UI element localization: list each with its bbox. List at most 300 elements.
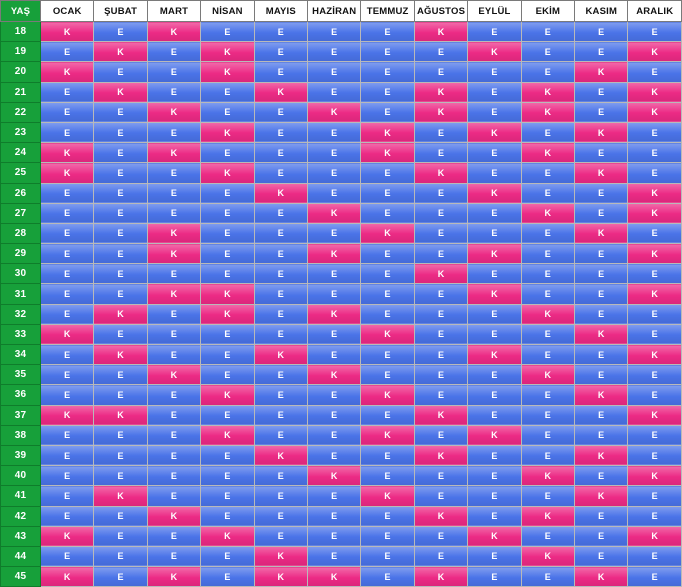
gender-cell: K xyxy=(94,304,147,324)
gender-cell: E xyxy=(468,62,521,82)
table-row xyxy=(1,304,682,324)
gender-cell: K xyxy=(628,466,682,486)
gender-cell: K xyxy=(147,223,200,243)
gender-cell: E xyxy=(521,425,574,445)
gender-cell: K xyxy=(575,385,628,405)
table-row xyxy=(1,102,682,122)
gender-cell: E xyxy=(468,304,521,324)
gender-cell: E xyxy=(254,102,307,122)
gender-cell: E xyxy=(41,365,94,385)
gender-cell: K xyxy=(575,163,628,183)
table-row xyxy=(1,163,682,183)
gender-cell: K xyxy=(414,102,467,122)
gender-cell: E xyxy=(41,183,94,203)
gender-cell: K xyxy=(147,567,200,587)
column-header-month: MART xyxy=(147,1,200,22)
gender-cell: E xyxy=(414,203,467,223)
gender-cell: E xyxy=(628,163,682,183)
gender-cell: K xyxy=(628,244,682,264)
table-row xyxy=(1,22,682,42)
gender-cell: E xyxy=(521,163,574,183)
gender-cell: K xyxy=(468,526,521,546)
gender-cell: E xyxy=(41,345,94,365)
gender-cell: E xyxy=(147,486,200,506)
gender-cell: K xyxy=(41,324,94,344)
gender-cell: E xyxy=(414,385,467,405)
gender-cell: K xyxy=(147,365,200,385)
gender-cell: K xyxy=(41,22,94,42)
gender-cell: E xyxy=(575,425,628,445)
table-row xyxy=(1,466,682,486)
gender-cell: E xyxy=(201,203,254,223)
gender-cell: E xyxy=(94,264,147,284)
gender-cell: E xyxy=(308,42,361,62)
gender-cell: E xyxy=(41,385,94,405)
column-header-month: MAYIS xyxy=(254,1,307,22)
gender-cell: E xyxy=(308,122,361,142)
gender-cell: K xyxy=(414,163,467,183)
gender-cell: K xyxy=(628,405,682,425)
gender-cell: K xyxy=(575,122,628,142)
gender-cell: E xyxy=(521,405,574,425)
age-cell: 34 xyxy=(1,345,41,365)
table-row xyxy=(1,223,682,243)
gender-cell: E xyxy=(254,244,307,264)
gender-cell: K xyxy=(308,567,361,587)
gender-cell: E xyxy=(254,143,307,163)
gender-cell: E xyxy=(201,244,254,264)
gender-cell: K xyxy=(201,284,254,304)
gender-cell: E xyxy=(147,62,200,82)
gender-cell: E xyxy=(94,324,147,344)
age-cell: 22 xyxy=(1,102,41,122)
gender-cell: E xyxy=(254,324,307,344)
age-cell: 45 xyxy=(1,567,41,587)
gender-cell: E xyxy=(628,62,682,82)
column-header-month: OCAK xyxy=(41,1,94,22)
age-cell: 41 xyxy=(1,486,41,506)
gender-cell: E xyxy=(414,486,467,506)
age-cell: 26 xyxy=(1,183,41,203)
gender-cell: E xyxy=(521,122,574,142)
gender-cell: K xyxy=(147,22,200,42)
gender-cell: K xyxy=(254,546,307,566)
gender-cell: E xyxy=(201,466,254,486)
gender-cell: E xyxy=(414,546,467,566)
gender-cell: E xyxy=(201,102,254,122)
gender-cell: K xyxy=(628,284,682,304)
column-header-month: HAZİRAN xyxy=(308,1,361,22)
gender-cell: E xyxy=(361,506,414,526)
gender-cell: K xyxy=(308,365,361,385)
gender-cell: K xyxy=(468,183,521,203)
gender-cell: E xyxy=(361,183,414,203)
age-cell: 31 xyxy=(1,284,41,304)
age-cell: 43 xyxy=(1,526,41,546)
gender-cell: E xyxy=(308,506,361,526)
table-row xyxy=(1,122,682,142)
gender-cell: E xyxy=(521,324,574,344)
gender-cell: E xyxy=(521,486,574,506)
gender-cell: K xyxy=(94,486,147,506)
gender-cell: E xyxy=(147,82,200,102)
gender-cell: K xyxy=(414,82,467,102)
gender-cell: E xyxy=(468,486,521,506)
age-cell: 23 xyxy=(1,122,41,142)
column-header-month: KASIM xyxy=(575,1,628,22)
age-cell: 39 xyxy=(1,445,41,465)
gender-cell: E xyxy=(147,183,200,203)
gender-cell: K xyxy=(254,345,307,365)
gender-cell: E xyxy=(575,466,628,486)
gender-cell: K xyxy=(308,304,361,324)
age-cell: 29 xyxy=(1,244,41,264)
gender-cell: E xyxy=(575,102,628,122)
gender-cell: K xyxy=(414,405,467,425)
gender-cell: E xyxy=(94,506,147,526)
gender-cell: E xyxy=(468,22,521,42)
gender-cell: E xyxy=(41,203,94,223)
gender-cell: E xyxy=(94,365,147,385)
gender-cell: E xyxy=(361,264,414,284)
gender-cell: E xyxy=(521,62,574,82)
gender-cell: E xyxy=(308,345,361,365)
gender-cell: E xyxy=(361,62,414,82)
gender-cell: E xyxy=(147,264,200,284)
table-row xyxy=(1,345,682,365)
gender-cell: K xyxy=(361,122,414,142)
gender-cell: E xyxy=(254,405,307,425)
gender-cell: E xyxy=(308,445,361,465)
gender-cell: E xyxy=(361,567,414,587)
gender-cell: E xyxy=(521,284,574,304)
gender-cell: E xyxy=(361,82,414,102)
gender-cell: E xyxy=(628,425,682,445)
gender-cell: K xyxy=(308,466,361,486)
gender-cell: E xyxy=(94,466,147,486)
gender-cell: K xyxy=(201,62,254,82)
gender-cell: E xyxy=(41,244,94,264)
gender-cell: K xyxy=(308,203,361,223)
gender-cell: E xyxy=(201,324,254,344)
gender-cell: E xyxy=(361,345,414,365)
gender-cell: E xyxy=(94,183,147,203)
gender-cell: E xyxy=(575,82,628,102)
gender-cell: K xyxy=(575,324,628,344)
gender-cell: E xyxy=(468,203,521,223)
table-row xyxy=(1,546,682,566)
gender-cell: K xyxy=(414,567,467,587)
gender-cell: E xyxy=(94,567,147,587)
gender-cell: K xyxy=(414,264,467,284)
gender-cell: E xyxy=(521,244,574,264)
gender-cell: E xyxy=(147,526,200,546)
gender-cell: E xyxy=(628,143,682,163)
age-cell: 21 xyxy=(1,82,41,102)
gender-cell: E xyxy=(254,385,307,405)
gender-cell: K xyxy=(575,223,628,243)
gender-cell: E xyxy=(414,365,467,385)
gender-cell: E xyxy=(521,183,574,203)
gender-cell: E xyxy=(521,264,574,284)
gender-cell: K xyxy=(147,506,200,526)
gender-cell: E xyxy=(41,304,94,324)
gender-cell: E xyxy=(94,22,147,42)
gender-cell: E xyxy=(414,223,467,243)
gender-cell: K xyxy=(41,143,94,163)
gender-cell: E xyxy=(201,143,254,163)
gender-cell: E xyxy=(308,264,361,284)
table-row xyxy=(1,284,682,304)
gender-cell: E xyxy=(254,223,307,243)
gender-cell: E xyxy=(41,425,94,445)
gender-cell: E xyxy=(201,365,254,385)
gender-cell: E xyxy=(468,264,521,284)
gender-cell: E xyxy=(414,345,467,365)
gender-cell: E xyxy=(254,163,307,183)
gender-cell: E xyxy=(41,506,94,526)
gender-cell: E xyxy=(308,546,361,566)
gender-cell: E xyxy=(41,466,94,486)
gender-cell: E xyxy=(308,324,361,344)
age-cell: 19 xyxy=(1,42,41,62)
gender-cell: K xyxy=(521,143,574,163)
gender-cell: E xyxy=(361,526,414,546)
gender-cell: E xyxy=(468,324,521,344)
gender-cell: K xyxy=(147,102,200,122)
gender-cell: E xyxy=(468,546,521,566)
gender-cell: E xyxy=(147,324,200,344)
gender-cell: E xyxy=(147,445,200,465)
gender-cell: E xyxy=(628,546,682,566)
gender-cell: E xyxy=(361,102,414,122)
column-header-month: ARALIK xyxy=(628,1,682,22)
gender-cell: E xyxy=(575,203,628,223)
table-row xyxy=(1,244,682,264)
gender-cell: E xyxy=(94,425,147,445)
table-row xyxy=(1,425,682,445)
column-header-month: EKİM xyxy=(521,1,574,22)
gender-cell: K xyxy=(575,486,628,506)
table-row xyxy=(1,526,682,546)
gender-cell: E xyxy=(201,223,254,243)
gender-cell: E xyxy=(308,486,361,506)
gender-cell: E xyxy=(147,122,200,142)
gender-cell: E xyxy=(414,324,467,344)
gender-cell: K xyxy=(201,122,254,142)
gender-cell: K xyxy=(628,82,682,102)
gender-cell: E xyxy=(41,102,94,122)
gender-cell: K xyxy=(41,405,94,425)
gender-cell: E xyxy=(201,445,254,465)
gender-cell: E xyxy=(361,304,414,324)
gender-cell: E xyxy=(521,445,574,465)
gender-cell: E xyxy=(628,324,682,344)
gender-cell: E xyxy=(147,304,200,324)
gender-cell: K xyxy=(254,445,307,465)
table-row xyxy=(1,486,682,506)
gender-cell: E xyxy=(308,405,361,425)
gender-cell: E xyxy=(414,526,467,546)
gender-cell: K xyxy=(361,486,414,506)
gender-cell: E xyxy=(628,567,682,587)
gender-cell: E xyxy=(94,385,147,405)
gender-cell: E xyxy=(147,466,200,486)
gender-cell: K xyxy=(94,405,147,425)
table-row xyxy=(1,264,682,284)
gender-cell: E xyxy=(468,567,521,587)
gender-cell: E xyxy=(468,365,521,385)
gender-cell: K xyxy=(41,526,94,546)
gender-cell: E xyxy=(41,42,94,62)
table-row xyxy=(1,567,682,587)
gender-cell: E xyxy=(361,203,414,223)
gender-cell: E xyxy=(201,82,254,102)
gender-cell: K xyxy=(521,304,574,324)
gender-cell: E xyxy=(254,526,307,546)
gender-cell: E xyxy=(628,385,682,405)
gender-cell: E xyxy=(575,264,628,284)
gender-cell: E xyxy=(147,42,200,62)
gender-cell: E xyxy=(628,223,682,243)
gender-cell: K xyxy=(414,445,467,465)
gender-cell: E xyxy=(254,42,307,62)
gender-cell: E xyxy=(308,22,361,42)
gender-cell: E xyxy=(575,506,628,526)
gender-cell: E xyxy=(94,203,147,223)
gender-cell: E xyxy=(414,122,467,142)
gender-cell: E xyxy=(361,284,414,304)
gender-cell: E xyxy=(254,506,307,526)
column-header-month: AĞUSTOS xyxy=(414,1,467,22)
column-header-age: YAŞ xyxy=(1,1,41,22)
age-cell: 38 xyxy=(1,425,41,445)
gender-cell: E xyxy=(147,546,200,566)
gender-cell: K xyxy=(414,22,467,42)
gender-cell: E xyxy=(628,264,682,284)
gender-cell: E xyxy=(468,163,521,183)
gender-cell: E xyxy=(361,445,414,465)
gender-cell: E xyxy=(628,506,682,526)
gender-cell: E xyxy=(201,567,254,587)
gender-cell: E xyxy=(201,183,254,203)
gender-cell: E xyxy=(575,345,628,365)
gender-cell: E xyxy=(147,345,200,365)
gender-cell: E xyxy=(254,122,307,142)
gender-cell: K xyxy=(521,82,574,102)
table-row xyxy=(1,385,682,405)
age-cell: 37 xyxy=(1,405,41,425)
age-cell: 32 xyxy=(1,304,41,324)
gender-cell: E xyxy=(575,546,628,566)
gender-cell: E xyxy=(41,264,94,284)
gender-cell: E xyxy=(308,425,361,445)
age-cell: 44 xyxy=(1,546,41,566)
gender-cell: E xyxy=(468,385,521,405)
gender-cell: E xyxy=(308,82,361,102)
age-cell: 18 xyxy=(1,22,41,42)
gender-cell: K xyxy=(94,345,147,365)
gender-cell: E xyxy=(308,526,361,546)
gender-cell: K xyxy=(147,143,200,163)
gender-cell: E xyxy=(147,405,200,425)
table-row xyxy=(1,42,682,62)
table-row xyxy=(1,405,682,425)
gender-cell: E xyxy=(254,304,307,324)
table-row xyxy=(1,365,682,385)
gender-cell: K xyxy=(361,324,414,344)
gender-cell: K xyxy=(468,244,521,264)
gender-cell: K xyxy=(41,163,94,183)
age-cell: 33 xyxy=(1,324,41,344)
gender-cell: E xyxy=(414,143,467,163)
gender-cell: E xyxy=(41,223,94,243)
gender-cell: K xyxy=(41,567,94,587)
gender-cell: E xyxy=(41,546,94,566)
gender-cell: E xyxy=(521,385,574,405)
gender-cell: K xyxy=(361,143,414,163)
gender-cell: E xyxy=(308,223,361,243)
gender-cell: E xyxy=(575,183,628,203)
gender-cell: E xyxy=(414,42,467,62)
table-row xyxy=(1,324,682,344)
gender-cell: E xyxy=(308,143,361,163)
gender-cell: K xyxy=(201,425,254,445)
gender-cell: E xyxy=(41,82,94,102)
gender-cell: E xyxy=(414,425,467,445)
gender-cell: K xyxy=(521,102,574,122)
gender-cell: K xyxy=(628,183,682,203)
table-row xyxy=(1,203,682,223)
gender-cell: E xyxy=(308,163,361,183)
gender-cell: E xyxy=(361,22,414,42)
gender-cell: E xyxy=(201,486,254,506)
gender-cell: E xyxy=(361,42,414,62)
table-row xyxy=(1,62,682,82)
gender-cell: E xyxy=(414,244,467,264)
gender-cell: E xyxy=(201,546,254,566)
gender-cell: E xyxy=(94,546,147,566)
gender-cell: E xyxy=(468,405,521,425)
gender-cell: K xyxy=(201,385,254,405)
gender-cell: E xyxy=(94,284,147,304)
gender-cell: E xyxy=(575,365,628,385)
gender-cell: E xyxy=(628,304,682,324)
gender-cell: E xyxy=(308,183,361,203)
table-body xyxy=(1,22,682,587)
gender-cell: E xyxy=(361,163,414,183)
gender-cell: K xyxy=(94,82,147,102)
gender-cell: E xyxy=(628,365,682,385)
gender-cell: K xyxy=(201,42,254,62)
gender-cell: E xyxy=(414,466,467,486)
gender-cell: K xyxy=(521,546,574,566)
gender-cell: K xyxy=(521,203,574,223)
gender-cell: E xyxy=(414,62,467,82)
gender-cell: K xyxy=(468,345,521,365)
age-cell: 20 xyxy=(1,62,41,82)
age-cell: 36 xyxy=(1,385,41,405)
gender-cell: E xyxy=(94,62,147,82)
gender-cell: E xyxy=(308,284,361,304)
gender-cell: K xyxy=(361,223,414,243)
gender-cell: E xyxy=(575,304,628,324)
table-row xyxy=(1,183,682,203)
gender-cell: K xyxy=(254,82,307,102)
gender-cell: E xyxy=(147,163,200,183)
gender-cell: K xyxy=(254,183,307,203)
age-cell: 35 xyxy=(1,365,41,385)
